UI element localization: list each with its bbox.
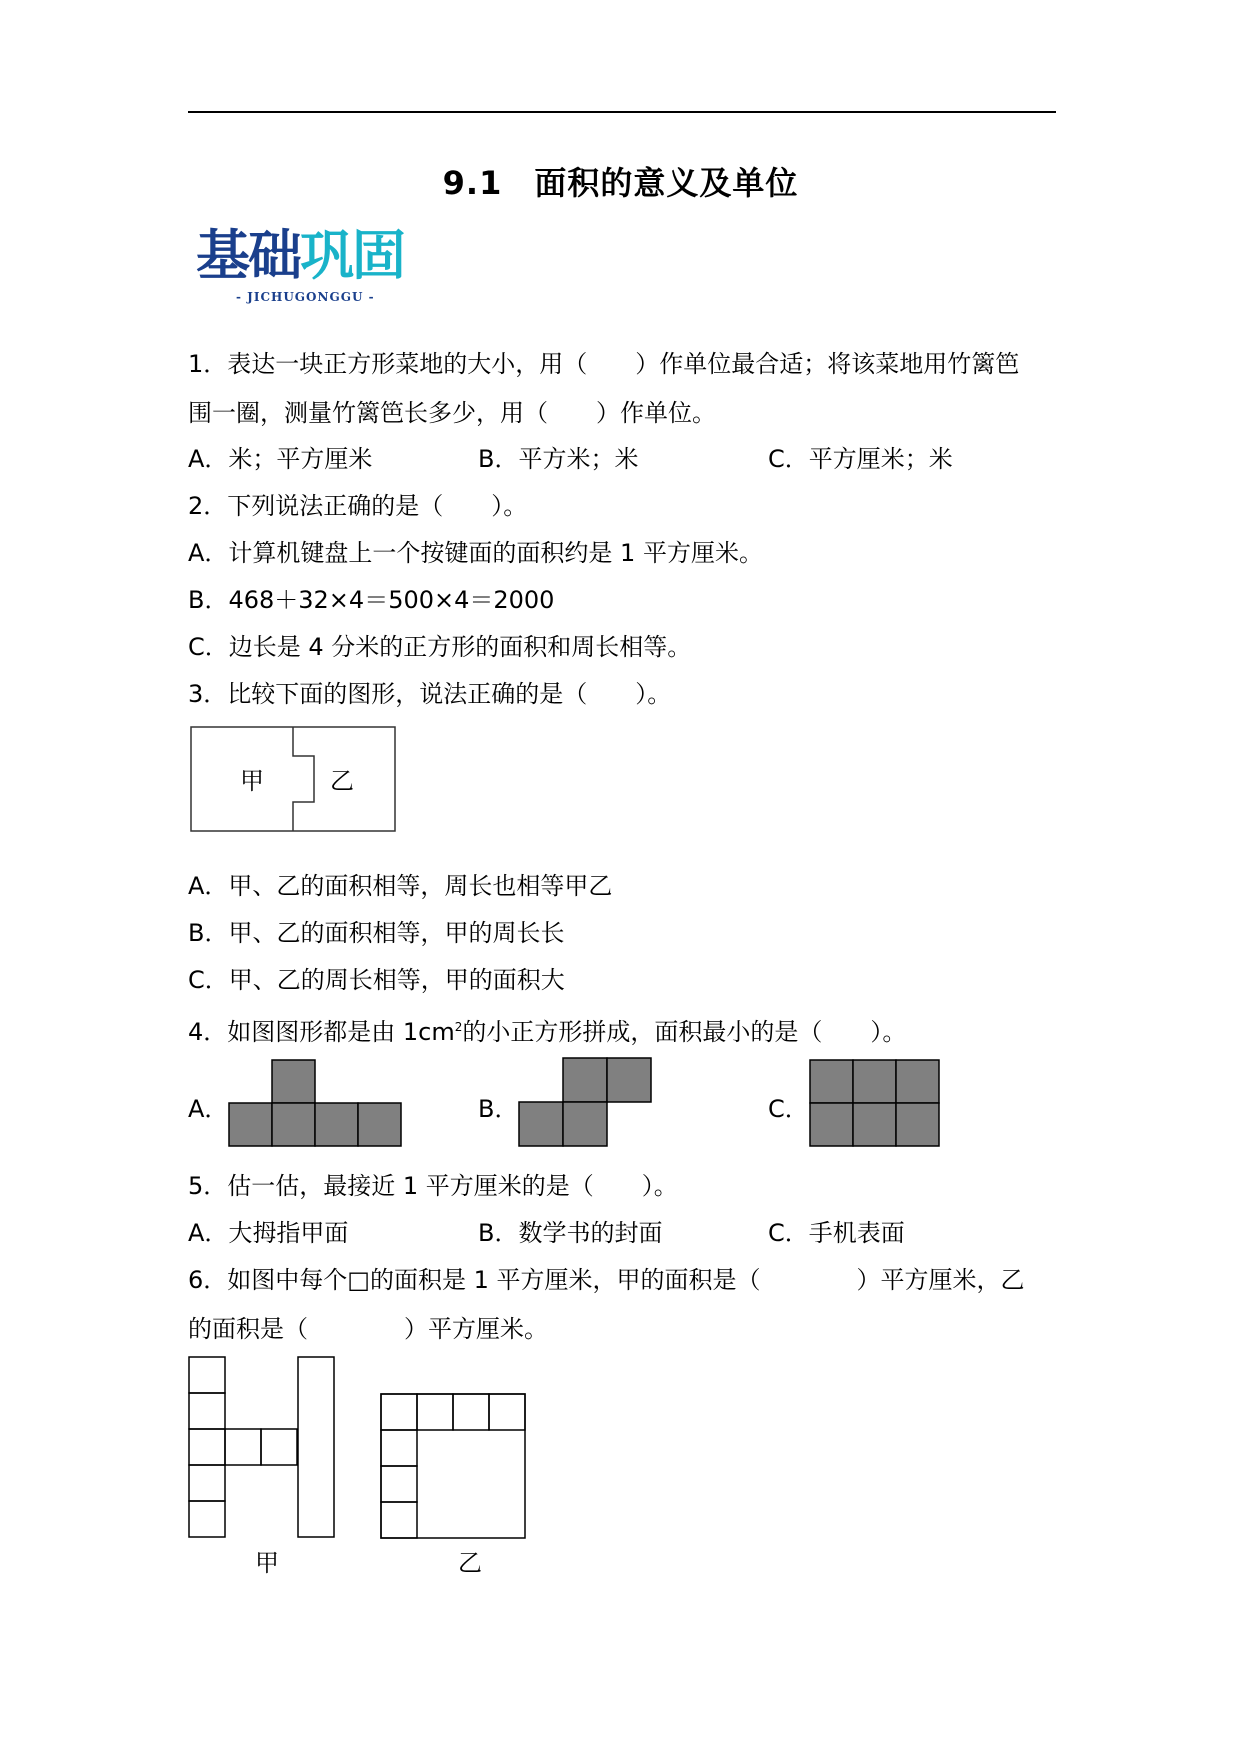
q6-figure-jia [188, 1356, 338, 1543]
q3-figure [190, 726, 396, 832]
q4-option-b-label: B． [478, 1095, 519, 1123]
q2-option-a: A．计算机键盘上一个按键面的面积约是 1 平方厘米。 [188, 539, 763, 567]
q4-b-cell [607, 1058, 651, 1102]
q4-a-cell [358, 1103, 401, 1146]
q4-c-cell [853, 1103, 896, 1146]
q3-label-yi: 乙 [330, 767, 354, 795]
q3-divider [293, 727, 314, 831]
q6-label-jia: 甲 [255, 1549, 279, 1577]
q4-a-cell [272, 1060, 315, 1103]
q5-option-c: C．手机表面 [768, 1219, 905, 1247]
q6-jia-cell [189, 1393, 225, 1429]
header-rule [188, 111, 1056, 113]
q5-stem: 5．估一估，最接近 1 平方厘米的是（ ）。 [188, 1172, 678, 1200]
q4-a-cell [315, 1103, 358, 1146]
q4-stem-sup: 2 [454, 1020, 463, 1034]
q3-label-jia: 甲 [240, 767, 264, 795]
q1-line1: 1．表达一块正方形菜地的大小，用（ ）作单位最合适；将该菜地用竹篱笆 [188, 350, 1020, 378]
q4-figure-b [516, 1056, 656, 1148]
q3-option-c: C．甲、乙的周长相等，甲的面积大 [188, 966, 565, 994]
q6-figure-yi [380, 1393, 528, 1543]
q4-option-c-label: C． [768, 1095, 809, 1123]
q4-figure-a [227, 1058, 405, 1148]
q6-yi-cell [453, 1394, 489, 1430]
q2-option-c: C．边长是 4 分米的正方形的面积和周长相等。 [188, 633, 692, 661]
q6-yi-cell [489, 1394, 525, 1430]
q4-c-cell [896, 1103, 939, 1146]
badge-text-a: 基础 [196, 224, 300, 287]
q4-b-cell [563, 1058, 607, 1102]
q4-c-cell [810, 1060, 853, 1103]
q6-yi-cell [381, 1394, 417, 1430]
q6-jia-long-bar [298, 1357, 334, 1537]
q4-figure-c [808, 1058, 944, 1148]
q4-stem [188, 1012, 906, 1047]
section-badge [196, 226, 404, 286]
page-title [0, 158, 1241, 204]
q4-a-cell [229, 1103, 272, 1146]
section-title: 面积的意义及单位 [534, 164, 799, 202]
q5-option-a: A．大拇指甲面 [188, 1219, 349, 1247]
q4-stem-post: 的小正方形拼成，面积最小的是（ ）。 [462, 1018, 907, 1046]
q6-label-yi: 乙 [458, 1549, 482, 1577]
q6-jia-cell [225, 1429, 261, 1465]
q4-b-cell [563, 1102, 607, 1146]
q6-yi-cell [417, 1394, 453, 1430]
q1-option-a: A．米；平方厘米 [188, 445, 373, 473]
q4-stem-pre: 4．如图图形都是由 1cm [188, 1018, 455, 1046]
q1-line2: 围一圈，测量竹篱笆长多少，用（ ）作单位。 [188, 399, 716, 427]
q3-stem: 3．比较下面的图形，说法正确的是（ ）。 [188, 680, 672, 708]
q6-jia-cell [189, 1429, 225, 1465]
q4-c-cell [810, 1103, 853, 1146]
badge-subtitle: - JICHUGONGGU - [236, 290, 375, 304]
q6-yi-cell [381, 1430, 417, 1466]
q2-stem: 2．下列说法正确的是（ ）。 [188, 492, 528, 520]
q5-option-b: B．数学书的封面 [478, 1219, 663, 1247]
q3-option-a: A．甲、乙的面积相等，周长也相等甲乙 [188, 872, 613, 900]
section-number: 9.1 [442, 164, 503, 202]
q1-option-c: C．平方厘米；米 [768, 445, 953, 473]
q1-option-b: B．平方米；米 [478, 445, 639, 473]
badge-text-b: 巩固 [300, 224, 404, 287]
q6-line2: 的面积是（ ）平方厘米。 [188, 1315, 548, 1343]
q6-yi-cell [381, 1466, 417, 1502]
q4-a-cell [272, 1103, 315, 1146]
q4-c-cell [853, 1060, 896, 1103]
q6-yi-cell [381, 1502, 417, 1538]
q4-option-a-label: A． [188, 1095, 229, 1123]
q6-jia-cell [189, 1357, 225, 1393]
q6-jia-cell [189, 1501, 225, 1537]
q6-jia-cell [261, 1429, 297, 1465]
q3-option-b: B．甲、乙的面积相等，甲的周长长 [188, 919, 565, 947]
q4-c-cell [896, 1060, 939, 1103]
q6-jia-cell [189, 1465, 225, 1501]
q6-line1: 6．如图中每个□的面积是 1 平方厘米，甲的面积是（ ）平方厘米，乙 [188, 1266, 1025, 1294]
q2-option-b: B．468＋32×4＝500×4＝2000 [188, 586, 555, 614]
q4-b-cell [519, 1102, 563, 1146]
